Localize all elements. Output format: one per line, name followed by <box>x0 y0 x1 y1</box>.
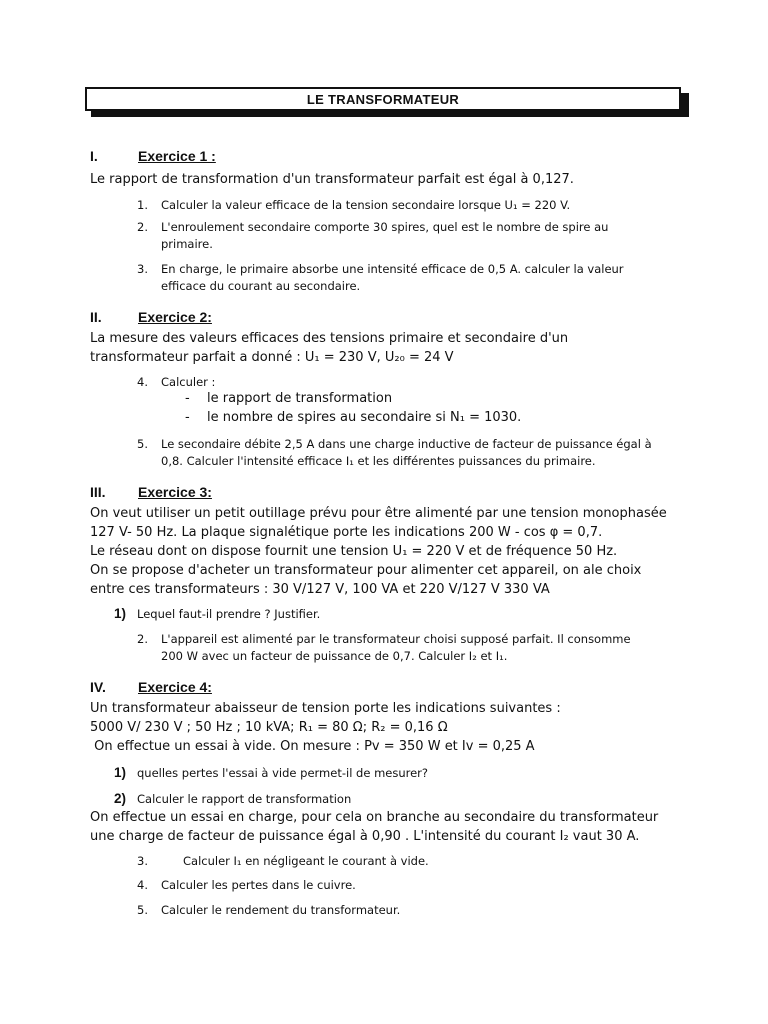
exercise-3-intro-line-5: entre ces transformateurs : 30 V/127 V, 100 VA et 220 V/127 V 330 VA <box>90 582 550 597</box>
exercise-4-intro-line-1: Un transformateur abaisseur de tension porte les indications suivantes : <box>90 701 561 716</box>
exercise-3-intro-line-1: On veut utiliser un petit outillage prévu pour être alimenté par une tension monophasée <box>90 506 667 521</box>
exercise-3-intro-line-3: Le réseau dont on dispose fournit une tension U₁ = 220 V et de fréquence 50 Hz. <box>90 544 618 559</box>
exercise-1-number: I. <box>90 148 98 164</box>
exercise-4-number: IV. <box>90 679 106 695</box>
exercise-4-intro-line-2: 5000 V/ 230 V ; 50 Hz ; 10 kVA; R₁ = 80 Ω; R₂ = 0,16 Ω <box>90 720 448 735</box>
exercise-3-intro-line-4: On se propose d'acheter un transformateur pour alimenter cet appareil, on ale choix <box>90 563 642 578</box>
exercise-1-title: Exercice 1 : <box>138 148 216 164</box>
exercise-4-heading <box>90 679 212 695</box>
exercise-2-intro-line-1: La mesure des valeurs efficaces des tensions primaire et secondaire d'un <box>90 331 569 346</box>
exercise-2-title: Exercice 2: <box>138 309 212 325</box>
title-box <box>85 87 681 111</box>
page-title: LE TRANSFORMATEUR <box>306 92 460 107</box>
exercise-4-charge-line-1: On effectue un essai en charge, pour cela on branche au secondaire du transformateur <box>90 810 659 825</box>
exercise-2-number: II. <box>90 309 102 325</box>
exercise-2-intro-line-2: transformateur parfait a donné : U₁ = 230 V, U₂₀ = 24 V <box>90 350 454 365</box>
exercise-3-title: Exercice 3: <box>138 484 212 500</box>
exercise-3-number: III. <box>90 484 106 500</box>
exercise-1-heading <box>90 148 216 164</box>
exercise-3-heading <box>90 484 212 500</box>
exercise-4-charge-line-2: une charge de facteur de puissance égal à 0,90 . L'intensité du courant I₂ vaut 30 A. <box>90 829 640 844</box>
exercise-3-intro-line-2: 127 V- 50 Hz. La plaque signalétique porte les indications 200 W - cos φ = 0,7. <box>90 525 603 540</box>
exercise-2-heading <box>90 309 212 325</box>
exercise-4-intro-line-3: On effectue un essai à vide. On mesure : Pv = 350 W et Iv = 0,25 A <box>90 739 535 754</box>
exercise-1-intro: Le rapport de transformation d'un transformateur parfait est égal à 0,127. <box>90 172 574 187</box>
exercise-4-title: Exercice 4: <box>138 679 212 695</box>
